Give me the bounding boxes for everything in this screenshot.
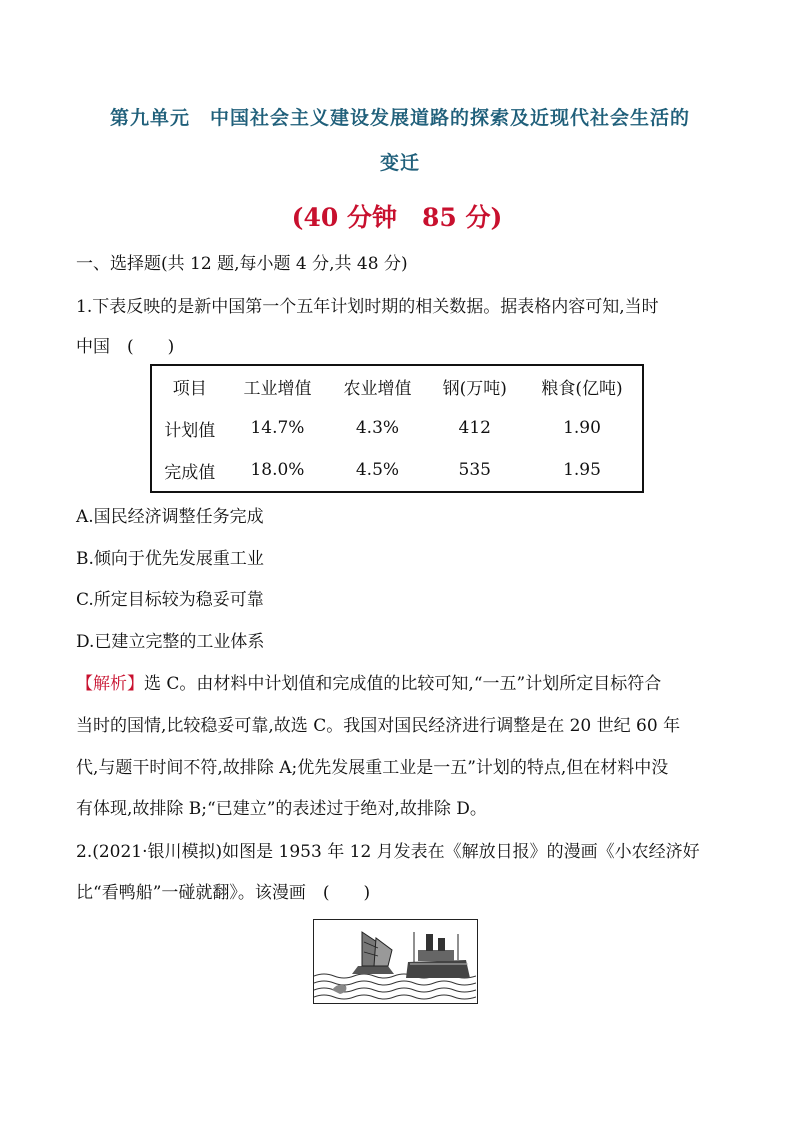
- table-cell: 计划值: [164, 420, 216, 441]
- q1-stem-line1: 1.下表反映的是新中国第一个五年计划时期的相关数据。据表格内容可知,当时: [76, 297, 659, 317]
- q1-analysis-line4: 有体现,故排除 B;“已建立”的表述过于绝对,故排除 D。: [76, 799, 487, 819]
- unit-title-line1: 第九单元 中国社会主义建设发展道路的探索及近现代社会生活的: [109, 107, 690, 129]
- q2-stem-line1: 2.(2021·银川模拟)如图是 1953 年 12 月发表在《解放日报》的漫画《小农经济好: [76, 842, 700, 862]
- table-cell: 1.90: [563, 418, 601, 439]
- analysis-text: 选 C。由材料中计划值和完成值的比较可知,“一五”计划所定目标符合: [144, 674, 662, 694]
- table-header-cell: 农业增值: [343, 379, 412, 400]
- table-cell: 18.0%: [250, 460, 305, 481]
- table-cell: 412: [458, 418, 491, 439]
- section-heading: 一、选择题(共 12 题,每小题 4 分,共 48 分): [76, 254, 408, 274]
- q2-stem-line2: 比“看鸭船”一碰就翻》。该漫画 ( ): [76, 883, 371, 903]
- time-score-label: (40 分钟 85 分): [291, 203, 503, 232]
- q1-option-d: D.已建立完整的工业体系: [76, 632, 265, 652]
- q1-analysis-line1: [76, 672, 661, 696]
- table-header-cell: 粮食(亿吨): [541, 379, 623, 400]
- table-header-cell: 工业增值: [243, 379, 312, 400]
- q1-stem-line2: 中国 ( ): [76, 337, 175, 357]
- table-cell: 完成值: [164, 462, 216, 483]
- cartoon-image: [313, 919, 478, 1004]
- q1-option-b: B.倾向于优先发展重工业: [76, 549, 264, 569]
- analysis-tag: 【解析】: [76, 674, 144, 694]
- q1-analysis-line3: 代,与题干时间不符,故排除 A;优先发展重工业是一五”计划的特点,但在材料中没: [76, 758, 669, 778]
- q1-data-table: [150, 364, 644, 493]
- table-header-row: [151, 365, 643, 408]
- table-header-cell: 钢(万吨): [442, 379, 507, 400]
- cartoon-ships-illustration: [314, 920, 476, 1002]
- table-cell: 14.7%: [250, 418, 305, 439]
- table-row: [151, 449, 643, 492]
- table-row: [151, 408, 643, 450]
- q1-analysis-line2: 当时的国情,比较稳妥可靠,故选 C。我国对国民经济进行调整是在 20 世纪 60 年: [76, 716, 681, 736]
- table-header-cell: 项目: [172, 379, 207, 400]
- table-cell: 1.95: [563, 460, 601, 481]
- unit-title-line2: 变迁: [379, 152, 420, 174]
- table-cell: 535: [458, 460, 491, 481]
- q1-option-c: C.所定目标较为稳妥可靠: [76, 590, 264, 610]
- q1-option-a: A.国民经济调整任务完成: [76, 507, 264, 527]
- table-cell: 4.3%: [355, 418, 400, 439]
- table-cell: 4.5%: [355, 460, 400, 481]
